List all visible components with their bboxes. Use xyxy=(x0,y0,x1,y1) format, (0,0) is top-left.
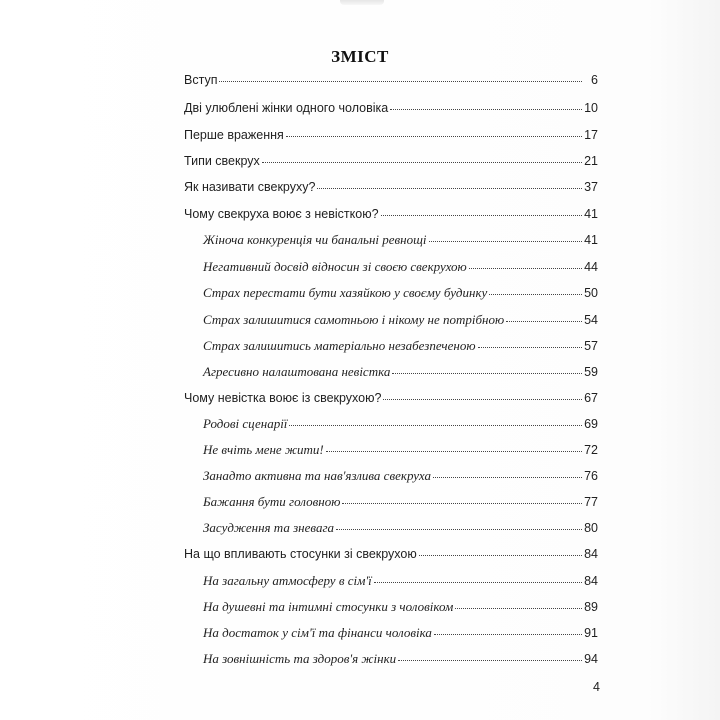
dot-leader xyxy=(398,660,582,661)
dot-leader xyxy=(469,268,582,269)
toc-entry-page-number: 6 xyxy=(591,73,598,87)
toc-entry-title: Занадто активна та нав'язлива свекруха xyxy=(203,468,431,483)
toc-entry-title: Не вчіть мене жити! xyxy=(203,442,324,457)
dot-leader xyxy=(489,294,582,295)
toc-subentry xyxy=(203,285,598,301)
dot-leader xyxy=(506,321,582,322)
toc-entry xyxy=(184,546,598,562)
toc-title: ЗМІСТ xyxy=(331,47,389,66)
toc-subentry xyxy=(203,651,598,667)
toc-subentry xyxy=(203,494,598,510)
toc-subentry xyxy=(203,312,598,328)
toc-entry-title: Як називати свекруху? xyxy=(184,180,316,194)
dot-leader xyxy=(262,162,582,163)
dot-leader xyxy=(478,347,582,348)
toc-entry-title: На зовнішність та здоров'я жінки xyxy=(203,651,397,666)
toc-entry-page-number: 44 xyxy=(584,260,598,274)
dot-leader xyxy=(381,215,582,216)
toc-entry-page-number: 41 xyxy=(584,233,598,247)
toc-entry-title: Родові сценарії xyxy=(203,416,288,431)
toc-entry-page-number: 17 xyxy=(584,128,598,142)
toc-entry-page-number: 84 xyxy=(584,547,598,561)
dot-leader xyxy=(342,503,582,504)
dot-leader xyxy=(419,555,582,556)
toc-entry-page-number: 54 xyxy=(584,313,598,327)
dot-leader xyxy=(317,188,582,189)
toc-entry-title: Страх перестати бути хазяйкою у своєму будинку xyxy=(203,285,488,300)
toc-entry-page-number: 10 xyxy=(584,101,598,115)
toc-entry xyxy=(184,100,598,116)
toc-entry-page-number: 41 xyxy=(584,207,598,221)
toc-entry xyxy=(184,390,598,406)
toc-subentry xyxy=(203,232,598,248)
toc-entry-title: Негативний досвід відносин зі своєю свекрухою xyxy=(203,259,467,274)
dot-leader xyxy=(219,81,582,82)
page-number: 4 xyxy=(593,680,600,694)
toc-entry-page-number: 57 xyxy=(584,339,598,353)
toc-subentry xyxy=(203,442,598,458)
dot-leader xyxy=(433,477,582,478)
dot-leader xyxy=(455,608,582,609)
toc-entry-title: Жіноча конкуренція чи банальні ревнощі xyxy=(203,232,427,247)
dot-leader xyxy=(374,582,582,583)
toc-subentry xyxy=(203,416,598,432)
toc-subentry xyxy=(203,338,598,354)
toc-entry-title: На що впливають стосунки зі свекрухою xyxy=(184,547,417,561)
toc-subentry xyxy=(203,625,598,641)
toc-subentry xyxy=(203,259,598,275)
toc-entry-page-number: 89 xyxy=(584,600,598,614)
toc-entry-page-number: 67 xyxy=(584,391,598,405)
dot-leader xyxy=(336,529,582,530)
toc-entry xyxy=(184,127,598,143)
toc-entry xyxy=(184,72,598,88)
toc-entry-title: На загальну атмосферу в сім'ї xyxy=(203,573,372,588)
dot-leader xyxy=(392,373,582,374)
toc-entry-page-number: 91 xyxy=(584,626,598,640)
toc-subentry xyxy=(203,599,598,615)
toc-subentry xyxy=(203,468,598,484)
toc-subentry xyxy=(203,520,598,536)
toc-entry-title: Перше враження xyxy=(184,128,284,142)
dot-leader xyxy=(289,425,582,426)
toc-entry-title: На достаток у сім'ї та фінанси чоловіка xyxy=(203,625,432,640)
toc-entry-page-number: 84 xyxy=(584,574,598,588)
toc-entry-title: Агресивно налаштована невістка xyxy=(203,364,391,379)
dot-leader xyxy=(286,136,582,137)
toc-subentry xyxy=(203,364,598,380)
toc-entry-title: На душевні та інтимні стосунки з чоловіком xyxy=(203,599,454,614)
dot-leader xyxy=(390,109,582,110)
toc-entry-title: Вступ xyxy=(184,73,218,87)
dot-leader xyxy=(429,241,582,242)
toc-entry-page-number: 37 xyxy=(584,180,598,194)
toc-entry-page-number: 94 xyxy=(584,652,598,666)
toc-entry-page-number: 77 xyxy=(584,495,598,509)
dot-leader xyxy=(383,399,582,400)
toc-entry-title: Чому свекруха воює з невісткою? xyxy=(184,207,379,221)
dot-leader xyxy=(326,451,582,452)
toc-entry-title: Засудження та зневага xyxy=(203,520,335,535)
toc-entry xyxy=(184,153,598,169)
toc-entry-page-number: 69 xyxy=(584,417,598,431)
toc-entry-title: Чому невістка воює із свекрухою? xyxy=(184,391,382,405)
toc-entry xyxy=(184,179,598,195)
toc-entry xyxy=(184,206,598,222)
toc-entry-title: Дві улюблені жінки одного чоловіка xyxy=(184,101,389,115)
toc-entry-title: Типи свекрух xyxy=(184,154,260,168)
toc-entry-page-number: 80 xyxy=(584,521,598,535)
toc-entry-page-number: 76 xyxy=(584,469,598,483)
toc-entry-title: Страх залишитись матеріально незабезпеченою xyxy=(203,338,476,353)
toc-entry-page-number: 59 xyxy=(584,365,598,379)
toc-entry-page-number: 72 xyxy=(584,443,598,457)
toc-entry-title: Страх залишитися самотньою і нікому не потрібною xyxy=(203,312,505,327)
toc-entry-page-number: 21 xyxy=(584,154,598,168)
dot-leader xyxy=(434,634,582,635)
toc-entry-title: Бажання бути головною xyxy=(203,494,341,509)
toc-entry-page-number: 50 xyxy=(584,286,598,300)
toc-subentry xyxy=(203,573,598,589)
